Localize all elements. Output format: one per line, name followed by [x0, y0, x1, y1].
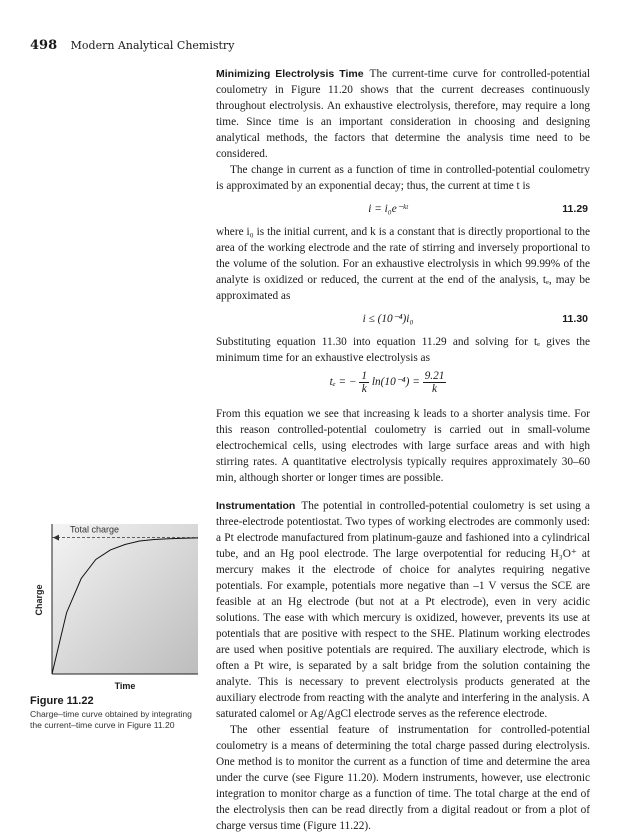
paragraph-text: The potential in controlled-potential coulometry is set using a three-electrode potentiostat. Two types of working electrodes are commonly used: a Pt electrode manufactured from platinum-gauze and fashioned into a cylindrical tube, and an Hg pool electrode. The large overpotential for reducing H₃O⁺ at mercury makes it the electrode of choice for analytes requiring negative potentials. For example, potentials more negative than –1 V versus the SCE are feasible at an Hg electrode (but not at a Pt electrode), even in very acidic solutions. The ease with which mercury is oxidized, however, prevents its use at potentials that are positive with respect to the SHE. Platinum working electrodes are used when positive potentials are required. The auxiliary electrode, which is often a Pt wire, is separated by a salt bridge from the solution containing the analyte. This is necessary to prevent electrolysis products generated at the auxiliary electrode from reacting with the analyte and interfering in the analysis. A saturated calomel or Ag/AgCl electrode serves as the reference electrode.: [216, 500, 590, 720]
equation-expression: i ≤ (10⁻⁴)i₀: [362, 313, 414, 325]
page-number: 498: [30, 38, 58, 53]
book-title: Modern Analytical Chemistry: [70, 39, 235, 52]
run-in-heading: Minimizing Electrolysis Time: [216, 68, 364, 80]
running-header: [30, 38, 234, 53]
fraction-result: [423, 370, 447, 395]
equation-number: 11.30: [562, 313, 588, 325]
paragraph-instrumentation: [216, 498, 590, 722]
figure-label: Figure 11.22: [30, 695, 94, 707]
charge-time-chart: [30, 518, 200, 678]
total-charge-label: Total charge: [70, 524, 120, 535]
equation-11-30: [216, 306, 590, 332]
eq-lhs: tₑ = −: [329, 376, 357, 389]
paragraph-text: where i₀ is the initial current, and k is a constant that is directly proportional to the area of the working electrode and the rate of stirring and inversely proportional to the volume of the solution. For an exhaustive electrolysis in which 99.99% of the analyte is oxidized or reduced, the current at the end of the analysis, tₑ, may be approximated as: [216, 226, 590, 302]
paragraph-text: From this equation we see that increasing k leads to a shorter analysis time. For this reason controlled-potential coulometry is carried out in small-volume electrochemical cells, using electrodes with large surface areas and with high stirring rates. A quantitative electrolysis typically requires approximately 30–60 min, although shorter or longer times are possible.: [216, 408, 590, 484]
x-axis-label: Time: [114, 681, 136, 691]
equation-number: 11.29: [562, 203, 588, 215]
frac-numerator: 1: [361, 370, 368, 382]
equation-expression: i = i₀e⁻ᵏᵗ: [368, 203, 408, 215]
paragraph-text: Substituting equation 11.30 into equation 11.29 and solving for tₑ gives the minimum time for an exhaustive electrolysis as: [216, 336, 590, 364]
plot-background: [52, 524, 198, 674]
paragraph-minimizing-time: [216, 66, 590, 162]
run-in-heading: Instrumentation: [216, 500, 296, 512]
frac-numerator: 9.21: [424, 370, 445, 382]
frac-denominator: k: [361, 383, 367, 395]
eq-middle: ln(10⁻⁴) =: [371, 376, 420, 389]
figure-caption: Charge–time curve obtained by integrating the current–time curve in Figure 11.20: [30, 709, 192, 730]
main-text-column: [216, 66, 590, 834]
equation-min-time: [216, 368, 590, 404]
figure-11-22: [30, 518, 200, 731]
paragraph-text: The other essential feature of instrumentation for controlled-potential coulometry is a means of determining the total charge passed during electrolysis. One method is to monitor the current as a function of time and determine the area under the curve (see Figure 11.20). Modern instruments, however, use electronic integration to monitor charge as a function of time. The total charge at the end of the electrolysis then can be read directly from a digital readout or from a plot of charge versus time (Figure 11.22).: [216, 724, 590, 832]
paragraph-text: The change in current as a function of time in controlled-potential coulometry is approximated by an exponential decay; thus, the current at time t is: [216, 164, 590, 192]
paragraph-text: The current-time curve for controlled-potential coulometry in Figure 11.20 shows that the current decreases continuously throughout electrolysis. An exhaustive electrolysis, therefore, may require a long time. Since time is an important consideration in choosing and designing analytical methods, the factors that determine the analysis time need to be considered.: [216, 68, 590, 160]
equation-11-29: [216, 196, 590, 222]
y-axis-label: Charge: [34, 584, 44, 616]
equation-expression: [216, 370, 560, 395]
fraction-one-over-k: [359, 370, 369, 395]
frac-denominator: k: [432, 383, 438, 395]
